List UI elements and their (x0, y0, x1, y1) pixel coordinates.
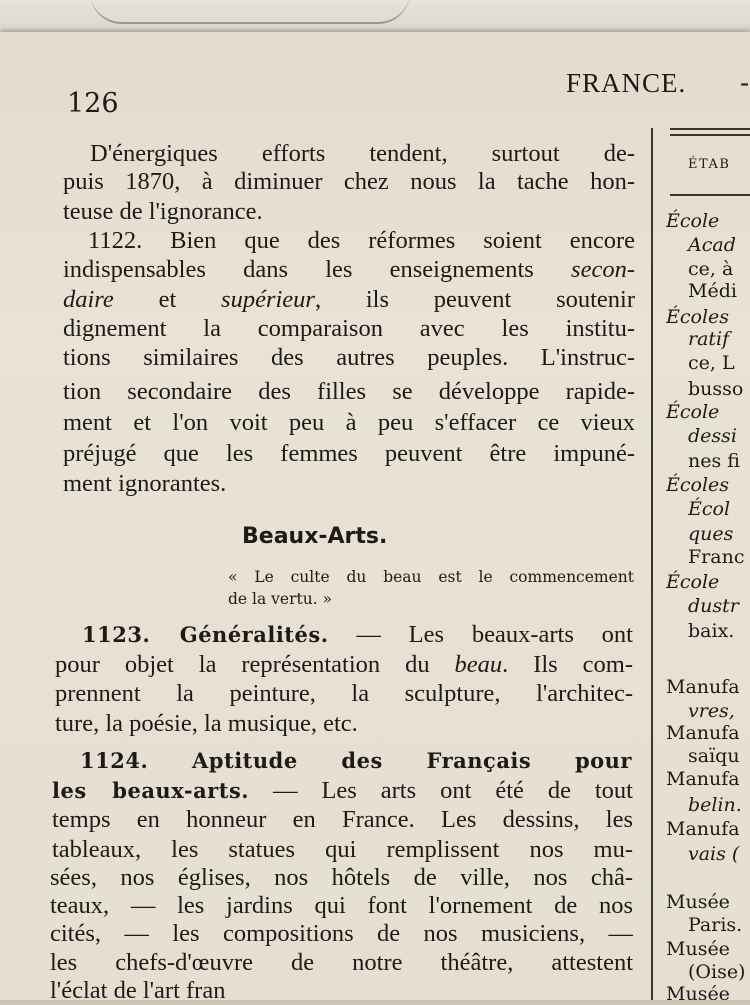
italic-run: daire (63, 286, 114, 313)
text-run: — Les arts ont été de tout (249, 777, 633, 804)
text-run: 1122. Bien que des réformes soient encore (88, 227, 635, 254)
right-column-line: Franc (688, 546, 745, 568)
right-column-line: (Oise) (688, 961, 746, 983)
right-column-line: Paris. (688, 914, 743, 936)
text-line (55, 680, 633, 708)
text-run: pour objet la représentation du (55, 651, 455, 678)
text-run: , ils peuvent soutenir (314, 286, 636, 313)
running-head: FRANCE. (566, 68, 687, 98)
text-line (80, 747, 632, 775)
text-line (52, 777, 633, 805)
text-run: D'énergiques efforts tendent, surtout de- (90, 140, 635, 167)
text-run: les chefs-d'œuvre de notre théâtre, attestent (50, 949, 633, 976)
right-column-line: Manufa (666, 722, 740, 744)
text-run: cités, — les compositions de nos musiciens, — (50, 920, 633, 947)
text-line (63, 256, 635, 284)
text-line (50, 949, 633, 977)
text-run: et (113, 286, 222, 313)
italic-run: supérieur (221, 286, 315, 313)
right-column-line: École (666, 571, 720, 593)
text-line (90, 140, 635, 168)
text-run: ment et l'on voit peu à peu s'effacer ce vieux (63, 409, 635, 436)
text-run: indispensables dans les enseignements (63, 256, 572, 283)
text-run: tion secondaire des filles se développe rapide- (63, 378, 635, 405)
text-line (63, 198, 263, 226)
running-head-dash: - (740, 68, 750, 99)
right-column-line: Musée (666, 983, 730, 1000)
text-run: temps en honneur en France. Les dessins, les (52, 806, 633, 833)
right-column-line: Manufa (666, 768, 740, 790)
right-column-line: vais ( (688, 843, 740, 865)
right-column-line: Musée (666, 891, 730, 913)
text-run: . Ils com- (502, 651, 633, 678)
text-line (63, 378, 635, 406)
bold-run: 1124. Aptitude des Français pour (80, 748, 632, 773)
italic-run: beau (454, 651, 503, 678)
text-line (63, 315, 635, 343)
text-line (50, 920, 633, 948)
text-run: teaux, — les jardins qui font l'ornement de nos (50, 892, 633, 919)
text-run: puis 1870, à diminuer chez nous la tache hon- (63, 168, 635, 195)
right-column-line: ratif (688, 328, 730, 350)
text-run: l'éclat de l'art fran (50, 977, 226, 1004)
right-column-line: ce, à (688, 258, 734, 280)
text-run: tions similaires des autres peuples. L'instruc- (63, 344, 635, 371)
page-number: 126 (67, 88, 119, 119)
text-run: prennent la peinture, la sculpture, l'architec- (55, 680, 633, 707)
text-line (63, 470, 226, 498)
right-column-line: vres, (688, 700, 735, 722)
right-column-line: belin. (688, 794, 742, 816)
text-line (50, 977, 225, 1005)
text-line (52, 836, 633, 864)
text-run: ment ignorantes. (63, 470, 227, 497)
text-line (63, 344, 635, 372)
right-column-line: nes fi (688, 450, 740, 472)
text-run: teuse de l'ignorance. (63, 198, 263, 225)
text-run: — Les beaux-arts ont (328, 621, 633, 648)
right-column-line: École (666, 401, 720, 423)
right-column-line: saïqu (688, 745, 740, 767)
right-column-line: École (666, 210, 720, 232)
text-run: ture, la poésie, la musique, etc. (55, 710, 358, 737)
right-column-line: ques (688, 523, 734, 545)
column-divider (651, 128, 653, 1000)
right-column-line: Manufa (666, 676, 740, 698)
right-column-line: dustr (688, 595, 739, 617)
right-column-line: Écol (688, 498, 731, 520)
italic-run: secon- (571, 256, 635, 283)
text-line (63, 440, 635, 468)
right-column-line: dessi (688, 425, 737, 447)
right-column-line: Écoles (666, 306, 730, 328)
right-column-line: Manufa (666, 818, 740, 840)
right-column-header: ÉTAB (688, 157, 731, 172)
right-column-line: Acad (688, 234, 736, 256)
right-column-line: baix. (688, 620, 735, 642)
epigraph-line: « Le culte du beau est le commencement (228, 568, 634, 586)
text-line (55, 710, 358, 738)
right-column-line: Musée (666, 938, 730, 960)
text-run: tableaux, les statues qui remplissent nos mu- (52, 836, 633, 863)
text-run: préjugé que les femmes peuvent être impuné- (63, 440, 635, 467)
text-line (63, 286, 635, 314)
text-line (52, 806, 633, 834)
text-line (82, 621, 633, 649)
bold-run: 1123. Généralités. (82, 622, 329, 647)
text-run: dignement la comparaison avec les institu- (63, 315, 635, 342)
handwriting-mark (90, 0, 410, 24)
text-run: sées, nos églises, nos hôtels de ville, nos châ- (50, 864, 633, 891)
text-line (55, 651, 633, 679)
bold-run: les beaux-arts. (52, 778, 250, 803)
text-line (50, 864, 633, 892)
epigraph-line: de la vertu. » (228, 590, 333, 608)
right-column-line: ce, L (688, 352, 735, 374)
right-column-line: Écoles (666, 474, 730, 496)
text-line (63, 168, 635, 196)
right-column (666, 0, 750, 1000)
right-column-line: busso (688, 378, 744, 400)
section-heading: Beaux-Arts. (242, 524, 388, 549)
text-line (63, 409, 635, 437)
right-column-line: Médi (688, 280, 737, 302)
text-line (88, 227, 635, 255)
text-line (50, 892, 633, 920)
